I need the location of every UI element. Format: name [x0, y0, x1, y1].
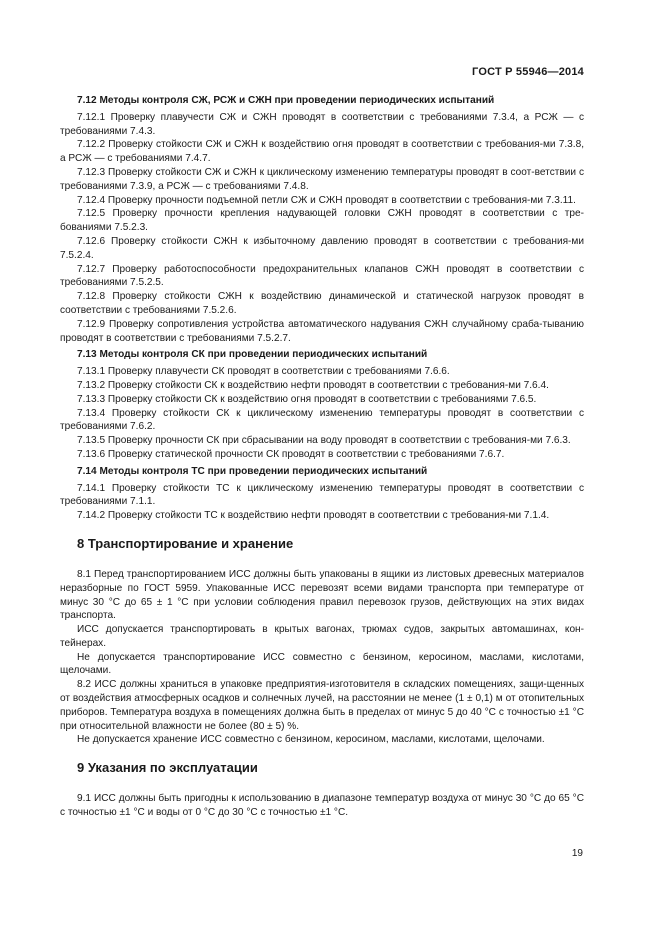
clause-7-12-2: 7.12.2 Проверку стойкости СЖ и СЖН к воздействию огня проводят в соответствии с требования-ми 7.3.8, а РСЖ — с требованиями 7.4.7. — [60, 139, 584, 165]
clause-8-1-prohibition: Не допускается транспортирование ИСС совместно с бензином, керосином, маслами, кислотами, щелочами. — [60, 651, 584, 677]
clause-7-12-4: 7.12.4 Проверку прочности подъемной петли СЖ и СЖН проводят в соответствии с требования-ми 7.3.11. — [77, 194, 576, 206]
section-9-heading: 9 Указания по эксплуатации — [77, 760, 258, 776]
clause-7-13-2: 7.13.2 Проверку стойкости СК к воздействию нефти проводят в соответствии с требования-ми 7.6.4. — [77, 379, 549, 391]
clause-9-1: 9.1 ИСС должны быть пригодны к использованию в диапазоне температур воздуха от минус 30 °С до 65 °С с точностью ±1 °С и воды от 0 °С до 30 °С с точностью ±1 °С. — [60, 793, 584, 819]
clause-7-14-1: 7.14.1 Проверку стойкости ТС к циклическому изменению температуры проводят в соответствии с требованиями 7.1.1. — [60, 482, 584, 508]
clause-7-12-8: 7.12.8 Проверку стойкости СЖН к воздействию динамической и статической нагрузок проводят в соответствии с требованиями 7.5.2.6. — [60, 291, 584, 316]
section-7-13-title: 7.13 Методы контроля СК при проведении периодических испытаний — [77, 349, 428, 361]
clause-7-12-7: 7.12.7 Проверку работоспособности предохранительных клапанов СЖН проводят в соответствии с требованиями 7.5.2.5. — [60, 263, 584, 289]
clause-7-12-5: 7.12.5 Проверку прочности крепления надувающей головки СЖН проводят в соответствии с тре-бованиями 7.5.2.3. — [60, 208, 584, 234]
document-body — [60, 94, 584, 820]
section-7-12-title: 7.12 Методы контроля СЖ, РСЖ и СЖН при проведении периодических испытаний — [77, 95, 495, 106]
clause-8-1-transport-means: ИСС допускается транспортировать в крытых вагонах, трюмах судов, закрытых автомашинах, кон-тейнерах. — [60, 624, 584, 649]
clause-7-12-6: 7.12.6 Проверку стойкости СЖН к избыточному давлению проводят в соответствии с требования-ми 7.5.2.4. — [60, 235, 584, 261]
clause-8-2-prohibition: Не допускается хранение ИСС совместно с бензином, керосином, маслами, кислотами, щелочами. — [77, 734, 545, 746]
clause-8-1: 8.1 Перед транспортированием ИСС должны быть упакованы в ящики из листовых древесных материалов неразборные по ГОСТ 5959. Упакованные ИСС перевозят всеми видами транспорта при температуре от минус 30 °С до 65 ± 1 °С при условии соблюдения правил перевозок грузов, действующих на этих видах транспорта. — [60, 568, 584, 622]
clause-7-12-9: 7.12.9 Проверку сопротивления устройства автоматического надувания СЖН случайному сраба-тыванию проводят в соответствии с требованиями 7.5.2.7. — [60, 318, 584, 344]
clause-8-2: 8.2 ИСС должны храниться в упаковке предприятия-изготовителя в складских помещениях, защи-щенных от воздействия атмосферных осадков и солнечных лучей, на расстоянии не менее (1 ± 0,1) м от отопительных приборов. Температура воздуха в помещениях должна быть в пределах от минус 5 до 40 °С с точностью ±1 °С при относительной влажности не более (80 ± 5) %. — [60, 679, 584, 732]
clause-7-12-1: 7.12.1 Проверку плавучести СЖ и СЖН проводят в соответствии с требованиями 7.3.4, а РСЖ — с требованиями 7.4.3. — [60, 111, 584, 137]
page-number: 19 — [571, 848, 583, 859]
clause-7-13-4: 7.13.4 Проверку стойкости СК к циклическому изменению температуры проводят в соответствии с требованиями 7.6.2. — [60, 407, 584, 433]
clause-7-13-6: 7.13.6 Проверку статической прочности СК проводят в соответствии с требованиями 7.6.7. — [77, 448, 505, 460]
clause-7-13-1: 7.13.1 Проверку плавучести СК проводят в соответствии с требованиями 7.6.6. — [77, 366, 450, 378]
section-7-14-title: 7.14 Методы контроля ТС при проведении периодических испытаний — [77, 465, 428, 477]
section-8-heading: 8 Транспортирование и хранение — [77, 535, 294, 551]
clause-7-12-3: 7.12.3 Проверку стойкости СЖ и СЖН к циклическому изменению температуры проводят в соот-ветствии с требованиями 7.3.9, а РСЖ — с требованиями 7.4.8. — [60, 166, 584, 192]
clause-7-14-2: 7.14.2 Проверку стойкости ТС к воздействию нефти проводят в соответствии с требования-ми 7.1.4. — [77, 510, 550, 522]
clause-7-13-5: 7.13.5 Проверку прочности СК при сбрасывании на воду проводят в соответствии с требования-ми 7.6.3. — [77, 435, 571, 447]
clause-7-13-3: 7.13.3 Проверку стойкости СК к воздействию огня проводят в соответствии с требованиями 7.6.5. — [77, 393, 537, 405]
document-header: ГОСТ Р 55946—2014 — [472, 66, 584, 78]
